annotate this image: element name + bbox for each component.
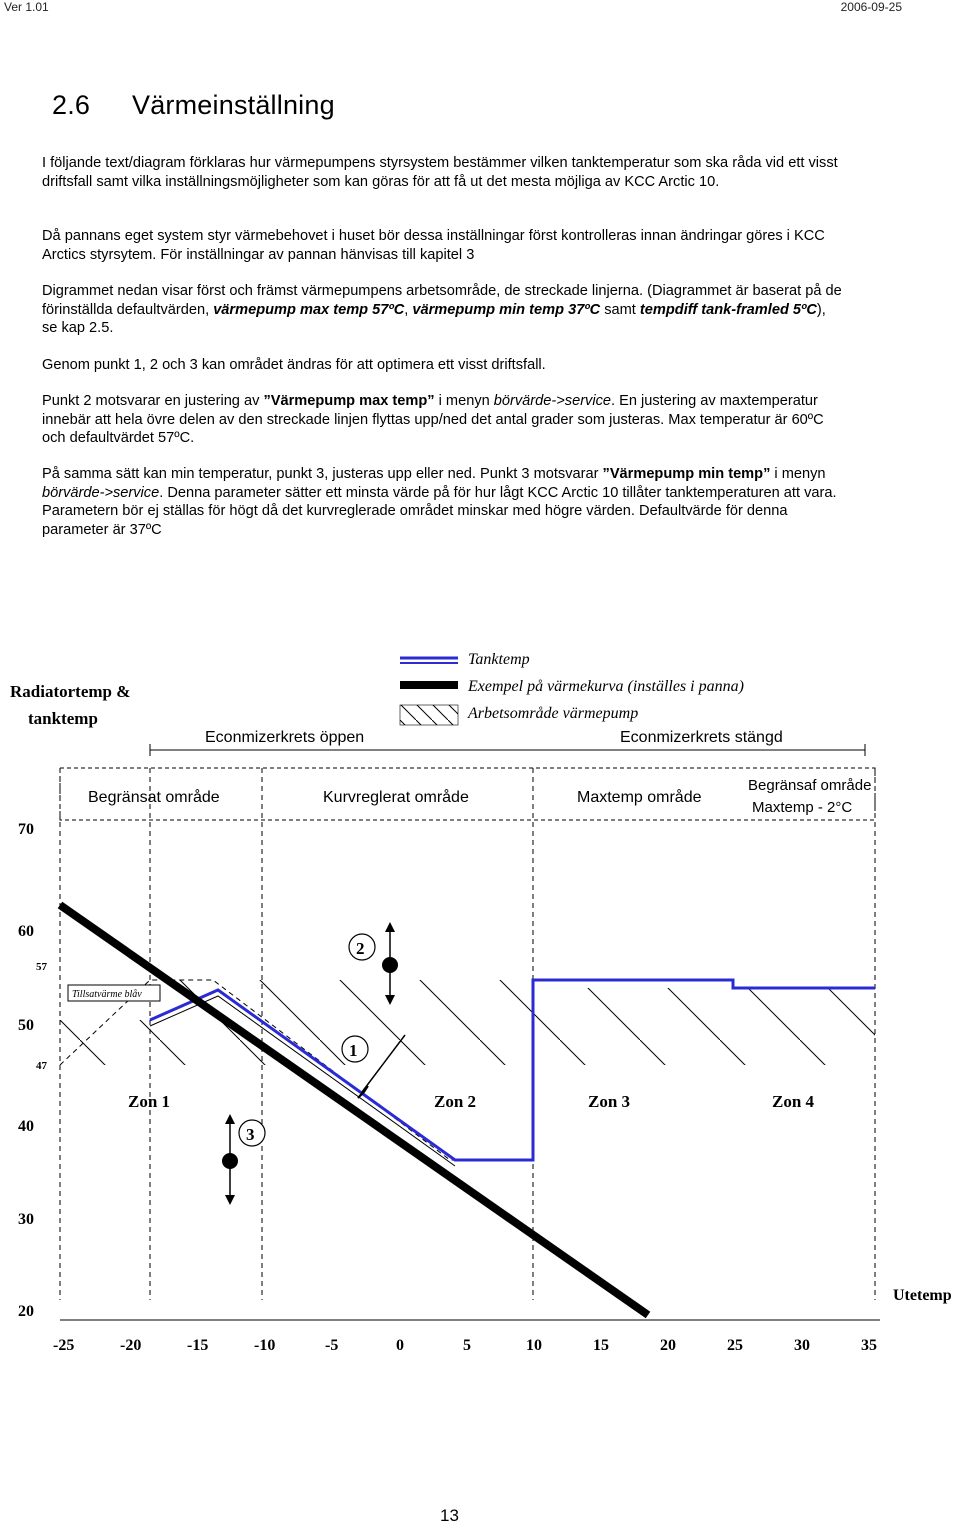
version-label: Ver 1.01 — [4, 0, 49, 14]
legend-heating-curve: Exempel på värmekurva (inställes i panna) — [468, 678, 744, 695]
paragraph-intro — [42, 154, 842, 191]
y-axis-ticks — [18, 821, 48, 1320]
paragraph-point-2 — [42, 392, 842, 448]
paragraph-4 — [42, 392, 842, 448]
zone-1: Zon 1 — [128, 1092, 171, 1111]
x-tick-label: 5 — [463, 1337, 471, 1354]
p5e-text: . Denna parameter sätter ett minsta värde på för hur lågt KCC Arctic 10 tillåter tanktemperaturen att vara. Parametern bör ej ställas för högt då det kurvreglerade området minskar med högre värden. Defaultvärde för denna parameter är 37ºC — [42, 484, 837, 538]
region-maxtemp: Maxtemp område — [577, 789, 702, 806]
x-tick-label: -25 — [53, 1337, 75, 1354]
paragraph-points — [42, 356, 842, 375]
y-axis-title-line1: Radiatortemp & — [10, 682, 131, 701]
p2b-text: Digrammet nedan visar först och främst värmepumpens arbetsområde, de streckade linjerna. (Diagrammet är baserat på de förinställda defaultvärden, — [42, 283, 842, 318]
page-number: 13 — [440, 1506, 459, 1525]
paragraph-5 — [42, 465, 842, 539]
y-tick-40: 40 — [18, 1118, 34, 1135]
y-tick-57: 57 — [36, 961, 47, 973]
legend-working-area: Arbetsområde värmepump — [468, 705, 639, 722]
paragraph-settings — [42, 227, 842, 264]
svg-text:1: 1 — [349, 1041, 358, 1060]
y-axis-title-line2: tanktemp — [28, 709, 98, 728]
supplementary-heat-label: Tillsatvärme blåv — [72, 989, 142, 1000]
x-tick-label: 15 — [593, 1337, 609, 1354]
legend-tanktemp: Tanktemp — [468, 651, 530, 668]
y-tick-30: 30 — [18, 1211, 34, 1228]
x-tick-label: 25 — [727, 1337, 743, 1354]
section-heading — [52, 90, 335, 121]
svg-text:3: 3 — [246, 1125, 255, 1144]
p5d-text: börvärde->service — [42, 484, 160, 501]
paragraph-3: Genom punkt 1, 2 och 3 kan området ändras för att optimera ett visst driftsfall. — [42, 357, 546, 373]
p4d-text: börvärde->service — [493, 393, 612, 409]
y-tick-47: 47 — [36, 1060, 47, 1072]
zone-labels — [128, 1092, 815, 1111]
region-maxtemp-minus-2: Maxtemp - 2°C — [752, 799, 853, 816]
p5c-text: i menyn — [770, 466, 826, 482]
zone-2: Zon 2 — [434, 1092, 477, 1111]
p2d-text: , — [404, 301, 413, 318]
p4b-text: ”Värmepump max temp” — [263, 393, 435, 409]
label-econmizer-open: Econmizerkrets öppen — [205, 729, 365, 746]
y-tick-60: 60 — [18, 923, 34, 940]
label-econmizer-closed: Econmizerkrets stängd — [620, 729, 783, 746]
p4c-text: i menyn — [434, 393, 494, 409]
x-tick-label: 0 — [396, 1337, 404, 1354]
p4a-text: Punkt 2 motsvarar en justering av — [42, 393, 264, 409]
y-tick-50: 50 — [18, 1017, 34, 1034]
region-limited-right: Begränsaf område — [748, 777, 872, 794]
x-tick-label: -10 — [254, 1337, 276, 1354]
x-tick-label: 35 — [861, 1337, 877, 1354]
y-tick-70: 70 — [18, 821, 34, 838]
p2e-text: värmepump min temp 37ºC — [412, 301, 601, 318]
x-tick-label: 10 — [526, 1337, 542, 1354]
svg-text:2: 2 — [356, 939, 365, 958]
y-tick-20: 20 — [18, 1303, 34, 1320]
paragraph-diagram-description — [42, 282, 842, 338]
x-axis-title: Utetemp — [893, 1287, 952, 1304]
p5b-text: ”Värmepump min temp” — [602, 466, 771, 482]
paragraph-1: I följande text/diagram förklaras hur värmepumpens styrsystem bestämmer vilken tanktemperatur som ska råda vid ett visst driftsfall samt vilka inställningsmöjligheter som kan göras för att få ut det mesta möjliga av KCC Arctic 10. — [42, 155, 838, 190]
region-curve-controlled: Kurvreglerat område — [323, 789, 469, 806]
heating-chart — [0, 640, 960, 1360]
region-limited-left: Begränsat område — [88, 789, 220, 806]
p2g-text: tempdiff tank-framled 5ºC — [639, 301, 817, 318]
p5a-text: På samma sätt kan min temperatur, punkt 3, justeras upp eller ned. Punkt 3 motsvarar — [42, 466, 603, 482]
x-tick-label: 30 — [794, 1337, 810, 1354]
p4e-text: . En justering av maxtemperatur innebär att hela övre delen av den streckade linjen flyttas upp/ned det antal grader som justeras. Max temperatur är 60ºC och defaultvärdet 57ºC. — [42, 393, 824, 446]
x-tick-label: -5 — [325, 1337, 339, 1354]
p2c-text: värmepump max temp 57ºC — [213, 301, 405, 318]
zone-3: Zon 3 — [588, 1092, 631, 1111]
x-tick-label: -15 — [187, 1337, 209, 1354]
paragraph-point-3 — [42, 465, 842, 539]
p2f-text: samt — [600, 301, 640, 318]
x-tick-label: -20 — [120, 1337, 142, 1354]
x-tick-label: 20 — [660, 1337, 676, 1354]
x-axis-ticks — [53, 1337, 877, 1354]
p2h-text: ), se kap 2.5. — [42, 301, 826, 336]
section-title: Värmeinställning — [132, 90, 335, 120]
marker-3 — [222, 1114, 265, 1205]
date-label: 2006-09-25 — [840, 0, 902, 14]
paragraph-2a: Då pannans eget system styr värmebehovet i huset bör dessa inställningar först kontrolleras innan ändringar göres i KCC Arctics styrsytem. För inställningar av pannan hänvisas till kapitel 3 — [42, 228, 825, 263]
chart-legend — [400, 651, 744, 725]
paragraph-2b — [42, 282, 842, 338]
zone-4: Zon 4 — [772, 1092, 815, 1111]
section-number: 2.6 — [52, 90, 91, 120]
